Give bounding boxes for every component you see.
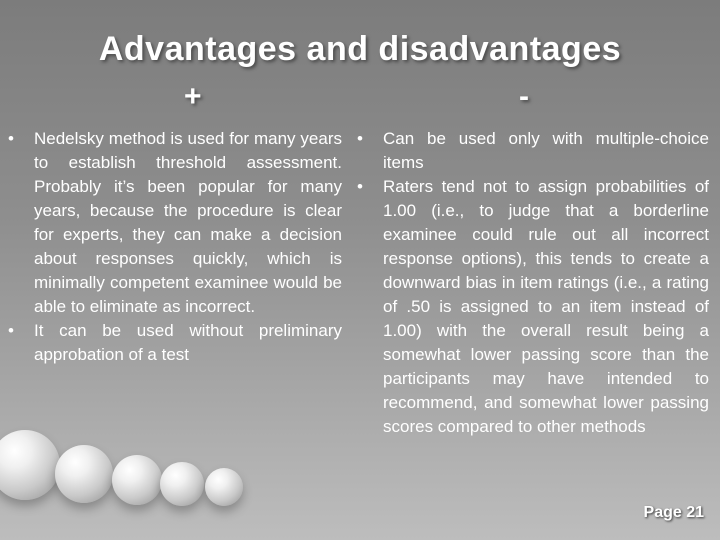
advantage-text: Nedelsky method is used for many years to establish threshold assessment. Probably it’s been popular for many years, because the procedure is clear for experts, they can make a decision about responses quickly, which is minimally competent examinee would be able to eliminate as incorrect. <box>34 129 342 316</box>
advantage-text: It can be used without preliminary approbation of a test <box>34 321 342 364</box>
advantages-list <box>8 127 342 367</box>
advantage-item <box>8 127 342 319</box>
decorative-sphere <box>0 430 60 500</box>
decorative-sphere <box>160 462 204 506</box>
decorative-sphere <box>55 445 113 503</box>
bullet-icon: • <box>357 177 363 196</box>
minus-sign: - <box>519 80 529 113</box>
bullet-icon: • <box>357 129 363 148</box>
disadvantage-item <box>357 127 709 175</box>
disadvantage-item <box>357 175 709 439</box>
slide-title: Advantages and disadvantages <box>98 30 622 68</box>
plus-sign: + <box>184 80 202 113</box>
advantage-item <box>8 319 342 367</box>
disadvantage-text: Can be used only with multiple-choice items <box>383 129 709 172</box>
decorative-sphere <box>112 455 162 505</box>
page-number: Page 21 <box>643 504 704 521</box>
bullet-icon: • <box>8 129 14 148</box>
disadvantage-text: Raters tend not to assign probabilities of 1.00 (i.e., to judge that a borderline examinee could rule out all incorrect response options), this tends to create a downward bias in item ratings (i.e., a rating of .50 is assigned to an item instead of 1.00) with the overall result being a somewhat lower passing score than the participants may have intended to recommend, and somewhat lower passing scores compared to other methods <box>383 177 709 436</box>
bullet-icon: • <box>8 321 14 340</box>
disadvantages-list <box>357 127 709 439</box>
decorative-sphere <box>205 468 243 506</box>
